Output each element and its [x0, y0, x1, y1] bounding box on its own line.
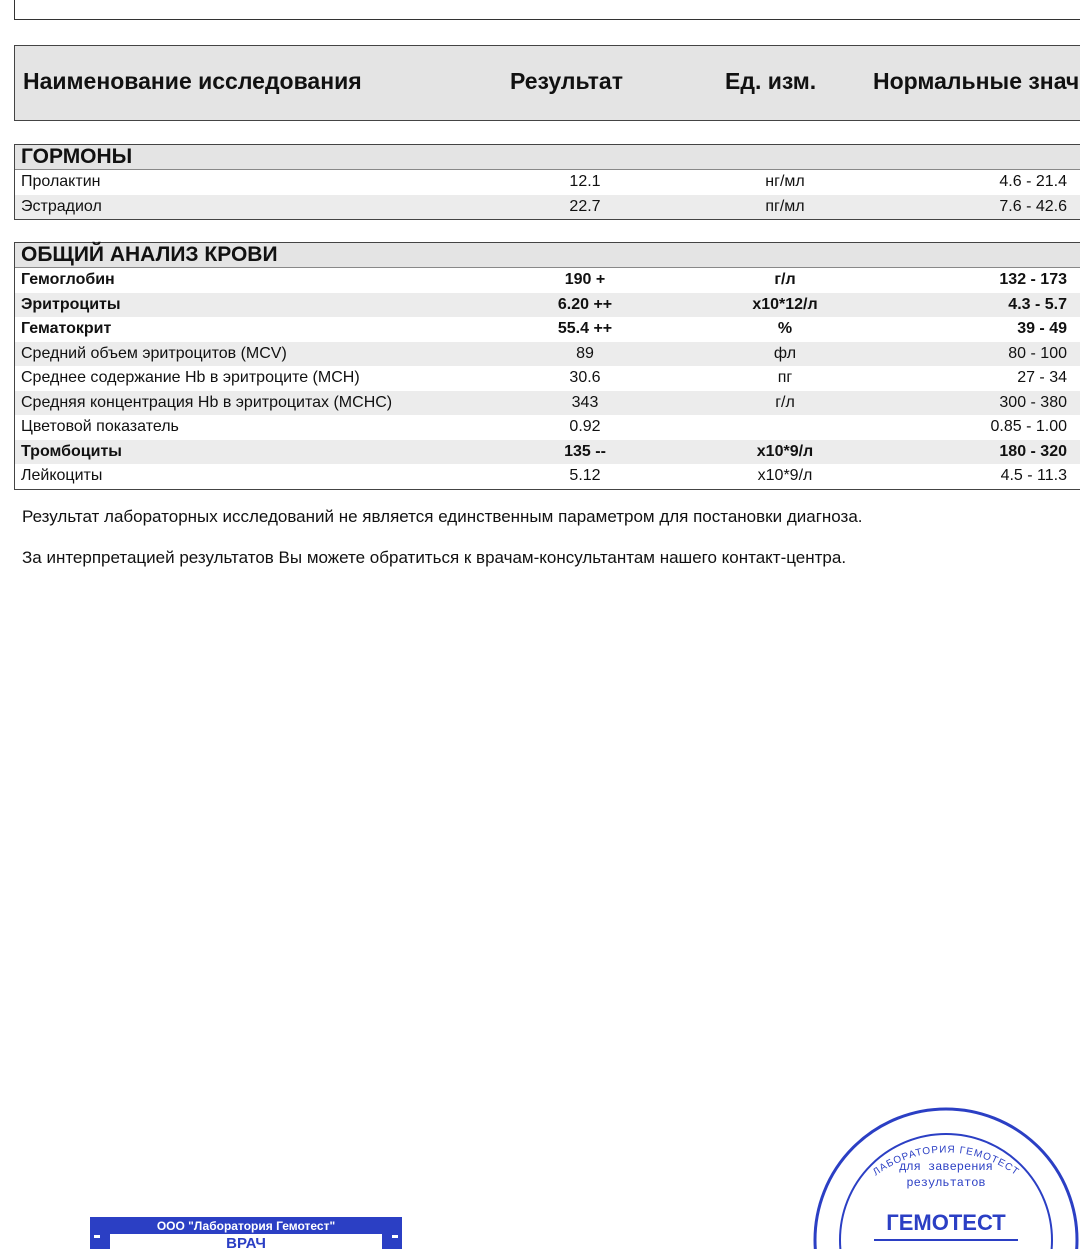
cell-result: 12.1 [569, 173, 601, 190]
cell-unit: пг/мл [765, 197, 805, 215]
seal-line-2: результатов [906, 1176, 986, 1190]
cell-result: 22.7 [569, 197, 601, 215]
cell-result: 89 [576, 344, 594, 362]
contact-note: За интерпретацией результатов Вы можете обратиться к врачам-консультантам нашего контакт-центра. [22, 548, 847, 567]
section-hormones [14, 144, 1080, 220]
seal-line-1: для заверения [899, 1160, 993, 1174]
cell-unit: x10*9/л [757, 467, 813, 484]
table-row [15, 170, 1080, 195]
cell-name: Цветовой показатель [21, 418, 179, 435]
cell-norm: 4.3 - 5.7 [1008, 295, 1067, 313]
cell-unit: фл [773, 344, 797, 362]
cell-norm: 180 - 320 [999, 442, 1067, 460]
header-col-result: Результат [510, 68, 623, 94]
cell-result: 343 [571, 393, 599, 411]
table-row [15, 464, 1080, 489]
header-col-name: Наименование исследования [23, 68, 362, 94]
cell-unit: x10*12/л [752, 295, 818, 313]
cell-norm: 0.85 - 1.00 [990, 418, 1067, 435]
cell-norm: 27 - 34 [1017, 369, 1067, 386]
cell-unit: пг [777, 369, 793, 386]
cell-result: 55.4 ++ [557, 320, 613, 337]
cell-name: Эстрадиол [21, 197, 102, 215]
previous-section-box [14, 0, 1080, 20]
table-header [14, 45, 1080, 121]
cell-norm: 7.6 - 42.6 [999, 197, 1067, 215]
cell-result: 6.20 ++ [557, 295, 613, 313]
cell-norm: 300 - 380 [999, 393, 1067, 411]
cell-name: Среднее содержание Hb в эритроците (MCH) [21, 369, 360, 386]
cell-norm: 39 - 49 [1017, 320, 1067, 337]
cell-name: Гематокрит [21, 320, 112, 337]
table-row [15, 440, 1080, 465]
seal-ring-text: ЛАБОРАТОРИЯ ГЕМОТЕСТ [871, 1144, 1021, 1179]
cell-result: 135 -- [564, 442, 606, 460]
cell-unit: г/л [775, 393, 795, 411]
cell-name: Гемоглобин [21, 271, 115, 288]
cell-name: Средний объем эритроцитов (MCV) [21, 344, 287, 362]
header-col-unit: Ед. изм. [725, 68, 817, 94]
cell-norm: 4.6 - 21.4 [999, 173, 1067, 190]
disclaimer-note: Результат лабораторных исследований не является единственным параметром для постановки диагноза. [22, 507, 863, 526]
table-row [15, 391, 1080, 416]
doctor-stamp-org: ООО "Лаборатория Гемотест" [156, 1219, 336, 1233]
lab-seal-stamp [812, 1090, 1080, 1254]
cell-norm: 132 - 173 [999, 271, 1067, 288]
cell-name: Тромбоциты [21, 442, 122, 460]
table-row [15, 268, 1080, 293]
cell-result: 30.6 [569, 369, 601, 386]
section-title: ГОРМОНЫ [15, 145, 1080, 170]
doctor-stamp [90, 1217, 402, 1254]
cell-name: Средняя концентрация Hb в эритроцитах (MCHC) [21, 393, 393, 411]
section-blood-count [14, 242, 1080, 490]
cell-name: Пролактин [21, 173, 101, 190]
cell-norm: 4.5 - 11.3 [1000, 467, 1067, 484]
cell-unit: % [777, 320, 793, 337]
cell-name: Лейкоциты [21, 467, 103, 484]
header-col-norm: Нормальные знач [873, 68, 1080, 94]
table-row [15, 195, 1080, 220]
doctor-stamp-title: ВРАЧ [226, 1235, 266, 1249]
table-row [15, 342, 1080, 367]
cell-unit: нг/мл [765, 173, 805, 190]
cell-unit: г/л [774, 271, 796, 288]
section-title: ОБЩИЙ АНАЛИЗ КРОВИ [15, 243, 1080, 268]
cell-name: Эритроциты [21, 295, 121, 313]
cell-result: 190 + [564, 271, 606, 288]
seal-brand: ГЕМОТЕСТ [886, 1210, 1006, 1235]
table-row [15, 415, 1080, 440]
cell-norm: 80 - 100 [1008, 344, 1067, 362]
table-row [15, 317, 1080, 342]
table-row [15, 366, 1080, 391]
table-row [15, 293, 1080, 318]
cell-result: 0.92 [569, 418, 601, 435]
cell-unit: x10*9/л [756, 442, 814, 460]
cell-result: 5.12 [569, 467, 601, 484]
